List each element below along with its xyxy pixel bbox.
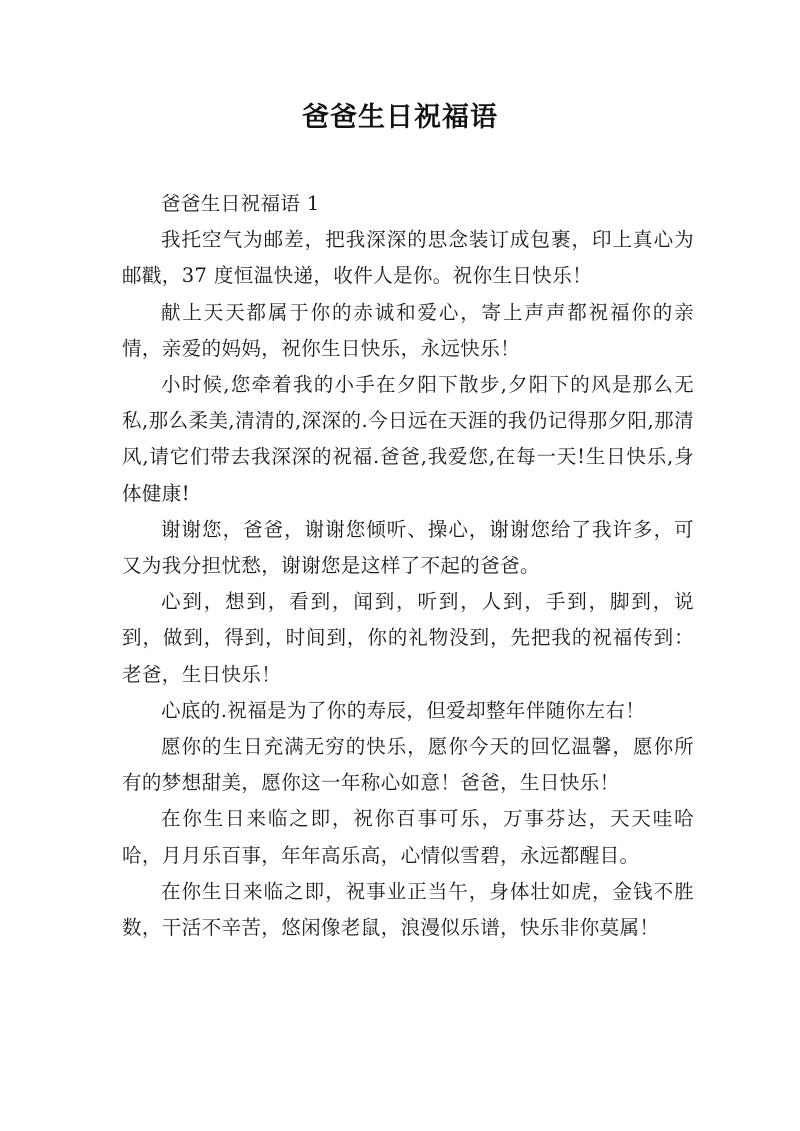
- paragraph: 谢谢您，爸爸，谢谢您倾听、操心，谢谢您给了我许多，可又为我分担忧愁，谢谢您是这样了不起的爸爸。: [122, 517, 694, 578]
- paragraph: 愿你的生日充满无穷的快乐，愿你今天的回忆温馨，愿你所有的梦想甜美，愿你这一年称心如意！爸爸，生日快乐！: [122, 735, 694, 795]
- section-heading: 爸爸生日祝福语 1: [161, 192, 320, 215]
- paragraph: 心到，想到，看到，闻到，听到，人到，手到，脚到，说到，做到，得到，时间到，你的礼物没到，先把我的祝福传到：老爸，生日快乐！: [122, 590, 694, 686]
- document-body: [122, 186, 694, 946]
- document-title: 爸爸生日祝福语: [302, 102, 498, 133]
- paragraph: 献上天天都属于你的赤诚和爱心，寄上声声都祝福你的亲情，亲爱的妈妈，祝你生日快乐，永远快乐！: [122, 300, 694, 360]
- paragraph: 我托空气为邮差，把我深深的思念装订成包裹，印上真心为邮戳，37 度恒温快递，收件人是你。祝你生日快乐！: [122, 228, 694, 288]
- paragraph: 在你生日来临之即，祝事业正当午，身体壮如虎，金钱不胜数，干活不辛苦，悠闲像老鼠，浪漫似乐谱，快乐非你莫属！: [122, 879, 694, 940]
- paragraph: 心底的.祝福是为了你的寿辰，但爱却整年伴随你左右！: [161, 698, 646, 722]
- paragraph: 小时候,您牵着我的小手在夕阳下散步,夕阳下的风是那么无私,那么柔美,清清的,深深的.今日远在天涯的我仍记得那夕阳,那清风,请它们带去我深深的祝福.爸爸,我爱您,在每一天!生日快乐,身体健康!: [122, 373, 694, 505]
- paragraph: 在你生日来临之即，祝你百事可乐，万事芬达，天天哇哈哈，月月乐百事，年年高乐高，心情似雪碧，永远都醒目。: [122, 807, 694, 867]
